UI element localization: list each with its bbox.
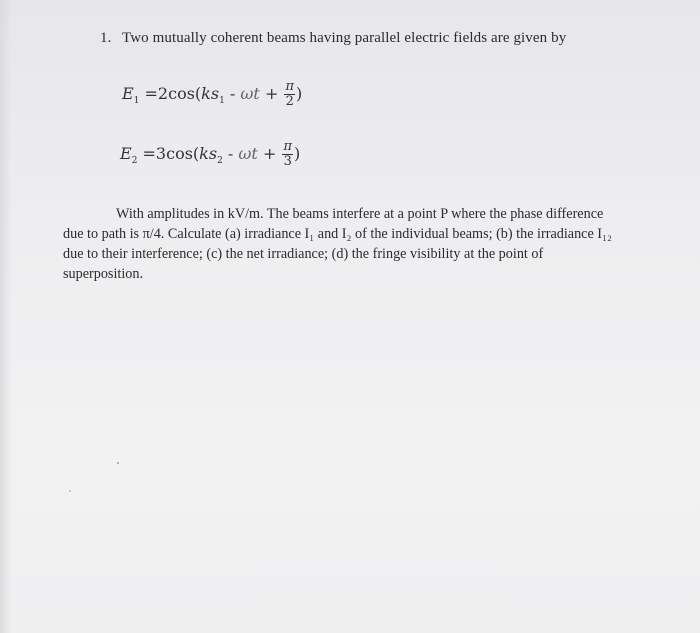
speck-mark	[117, 462, 119, 464]
speck-mark	[69, 490, 71, 492]
eq1-amplitude: =2	[144, 84, 169, 103]
eq2-minus: -	[222, 144, 239, 163]
eq2-close-paren: )	[293, 144, 301, 163]
eq2-fraction-denominator: 3	[283, 154, 292, 169]
eq1-lhs: E	[122, 84, 134, 103]
eq2-plus: +	[257, 144, 282, 163]
eq2-phase-fraction	[282, 140, 293, 169]
equation-e1	[122, 80, 302, 109]
eq1-plus: +	[259, 84, 284, 103]
eq1-minus: -	[224, 84, 241, 103]
problem-paragraph	[63, 204, 693, 284]
eq2-ks-subscript: 2	[217, 156, 223, 166]
eq2-ks: ks	[199, 144, 218, 163]
eq1-ks-subscript: 1	[219, 96, 225, 106]
eq1-phase-fraction	[284, 80, 295, 109]
eq1-fraction-numerator: π	[285, 79, 294, 94]
equation-e2	[120, 140, 300, 169]
eq1-lhs-subscript: 1	[133, 96, 140, 106]
eq1-close-paren: )	[295, 84, 303, 103]
paragraph-line-1: With amplitudes in kV/m. The beams interfere at a point P where the phase difference	[116, 206, 604, 222]
question-prompt: Two mutually coherent beams having parallel electric fields are given by	[122, 30, 567, 46]
eq1-ks: ks	[201, 84, 220, 103]
eq2-lhs: E	[120, 144, 132, 163]
question-heading	[100, 30, 566, 47]
question-number: 1.	[100, 30, 112, 46]
eq1-omega-t: ωt	[240, 84, 260, 103]
eq2-lhs-subscript: 2	[131, 156, 138, 166]
eq1-fraction-denominator: 2	[285, 94, 294, 109]
paragraph-line-3: due to their interference; (c) the net irradiance; (d) the fringe visibility at the point of	[63, 246, 544, 262]
eq2-omega-t: ωt	[238, 144, 258, 163]
eq1-function: cos(	[168, 84, 202, 103]
eq2-amplitude: =3	[142, 144, 167, 163]
page-edge-shadow	[0, 0, 12, 633]
eq2-function: cos(	[166, 144, 200, 163]
eq2-fraction-numerator: π	[283, 139, 292, 154]
paragraph-line-4: superposition.	[63, 266, 143, 282]
paragraph-line-2: due to path is π/4. Calculate (a) irradiance I₁ and I₂ of the individual beams; (b) the irradiance I₁₂	[63, 226, 612, 242]
